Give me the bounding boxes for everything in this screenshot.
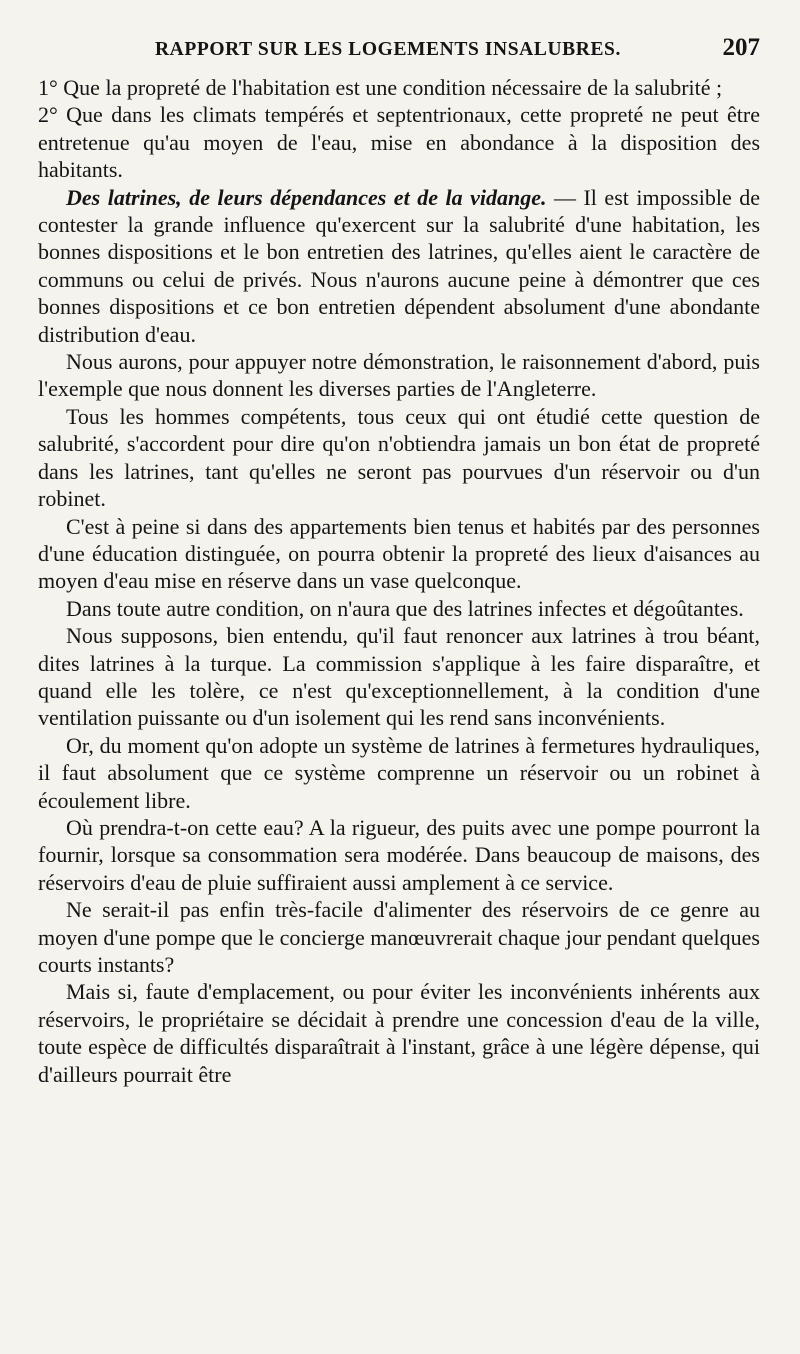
paragraph: Dans toute autre condition, on n'aura que des latrines infectes et dégoûtantes. (66, 595, 744, 621)
running-header (38, 34, 760, 74)
paragraph: Mais si, faute d'emplacement, ou pour éviter les inconvénients inhérents aux réservoirs, le propriétaire se décidait à prendre une concession d'eau de la ville, toute espèce de difficultés disparaîtrait à l'instant, grâce à une légère dépense, qui d'ailleurs pourrait être (38, 979, 760, 1087)
paragraph: Or, du moment qu'on adopte un système de latrines à fermetures hydrauliques, il faut absolument que ce système comprenne un réservoir ou un robinet à écoulement libre. (38, 732, 760, 813)
paragraph: Nous aurons, pour appuyer notre démonstration, le raisonnement d'abord, puis l'exemple que nous donnent les diverses parties de l'Angleterre. (38, 349, 760, 402)
paragraph: 2° Que dans les climats tempérés et septentrionaux, cette propreté ne peut être entretenue qu'au moyen de l'eau, mise en abondance à la disposition des habitants. (38, 102, 760, 183)
page-number: 207 (722, 34, 760, 61)
paragraph: Tous les hommes compétents, tous ceux qui ont étudié cette question de salubrité, s'accordent pour dire qu'on n'obtiendra jamais un bon état de propreté dans les latrines, tant qu'elles ne seront pas pourvues d'un réservoir ou d'un robinet. (38, 403, 760, 512)
body-text (38, 74, 760, 1088)
paragraph-text: — Il est impossible de contester la grande influence qu'exercent sur la salubrité d'une habitation, les bonnes dispositions et le bon entretien des latrines, qu'elles aient le caractère de communs ou celui de privés. Nous n'aurons aucune peine à démontrer que ces bonnes dispositions et ce bon entretien dépendent absolument d'une abondante distribution d'eau. (38, 184, 760, 347)
paragraph: Où prendra-t-on cette eau? A la rigueur, des puits avec une pompe pourront la fournir, lorsque sa consommation sera modérée. Dans beaucoup de maisons, des réservoirs d'eau de pluie suffiraient aussi amplement à ce service. (38, 814, 760, 895)
running-title: RAPPORT SUR LES LOGEMENTS INSALUBRES. (155, 39, 621, 60)
paragraph-with-heading (38, 184, 760, 348)
section-heading: Des latrines, de leurs dépendances et de la vidange. (66, 184, 547, 210)
paragraph: 1° Que la propreté de l'habitation est une condition nécessaire de la salubrité ; (38, 75, 723, 100)
paragraph: Nous supposons, bien entendu, qu'il faut renoncer aux latrines à trou béant, dites latrines à la turque. La commission s'applique à les faire disparaître, et quand elle les tolère, ce n'est qu'exceptionnellement, à la condition d'une ventilation puissante ou d'un isolement qui les rend sans inconvénients. (38, 623, 760, 731)
paragraph: Ne serait-il pas enfin très-facile d'alimenter des réservoirs de ce genre au moyen d'une pompe que le concierge manœuvrerait chaque jour pendant quelques courts instants? (38, 897, 760, 977)
paragraph: C'est à peine si dans des appartements bien tenus et habités par des personnes d'une éducation distinguée, on pourra obtenir la propreté des lieux d'aisances au moyen d'eau mise en réserve dans un vase quelconque. (38, 513, 760, 594)
